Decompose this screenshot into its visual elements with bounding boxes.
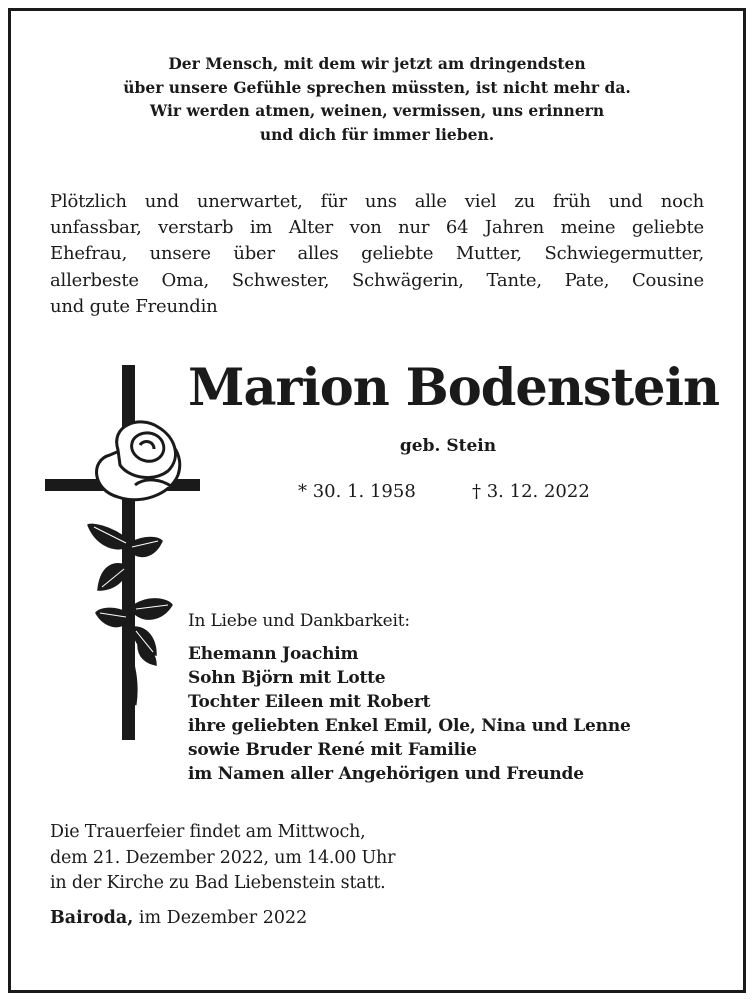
mourner-entry: Ehemann Joachim	[188, 644, 359, 664]
motto-verse	[0, 52, 754, 146]
cross-with-rose-icon	[40, 365, 200, 745]
mourner-entry: sowie Bruder René mit Familie	[188, 740, 477, 760]
maiden-name: geb. Stein	[399, 436, 497, 456]
mourners-block	[188, 609, 631, 786]
mourner-entry: Tochter Eileen mit Robert	[188, 692, 431, 712]
motto-line: Der Mensch, mit dem wir jetzt am dringendsten	[168, 54, 586, 73]
mourner-entry: im Namen aller Angehörigen und Freunde	[188, 764, 584, 784]
motto-line: und dich für immer lieben.	[259, 124, 495, 144]
place-town: Bairoda,	[50, 908, 134, 928]
service-line: dem 21. Dezember 2022, um 14.00 Uhr	[50, 847, 396, 868]
announcement-line: unfassbar, verstarb im Alter von nur 64 Jahren meine geliebte	[50, 217, 704, 239]
mourner-entry: Sohn Björn mit Lotte	[188, 668, 386, 688]
motto-line: Wir werden atmen, weinen, vermissen, uns erinnern	[149, 101, 605, 120]
place-and-date	[50, 908, 307, 928]
death-date: † 3. 12. 2022	[472, 481, 590, 502]
mourner-entry: ihre geliebten Enkel Emil, Ole, Nina und Lenne	[188, 716, 631, 736]
deceased-name: Marion Bodenstein	[188, 358, 720, 418]
mourners-list	[188, 642, 631, 786]
motto-line: über unsere Gefühle sprechen müssten, ist nicht mehr da.	[123, 77, 631, 97]
service-line: in der Kirche zu Bad Liebenstein statt.	[50, 873, 386, 893]
funeral-service-info	[50, 820, 395, 897]
announcement-line: und gute Freundin	[50, 295, 218, 317]
service-line: Die Trauerfeier findet am Mittwoch,	[50, 822, 366, 842]
announcement-line: Plötzlich und unerwartet, für uns alle viel zu früh und noch	[50, 191, 704, 212]
announcement-line: Ehefrau, unsere über alles geliebte Mutter, Schwiegermutter,	[50, 243, 704, 265]
birth-date: * 30. 1. 1958	[298, 481, 416, 502]
place-date: im Dezember 2022	[133, 908, 308, 928]
announcement-line: allerbeste Oma, Schwester, Schwägerin, Tante, Pate, Cousine	[50, 269, 704, 291]
announcement-text	[50, 189, 704, 320]
mourners-heading: In Liebe und Dankbarkeit:	[188, 611, 410, 631]
